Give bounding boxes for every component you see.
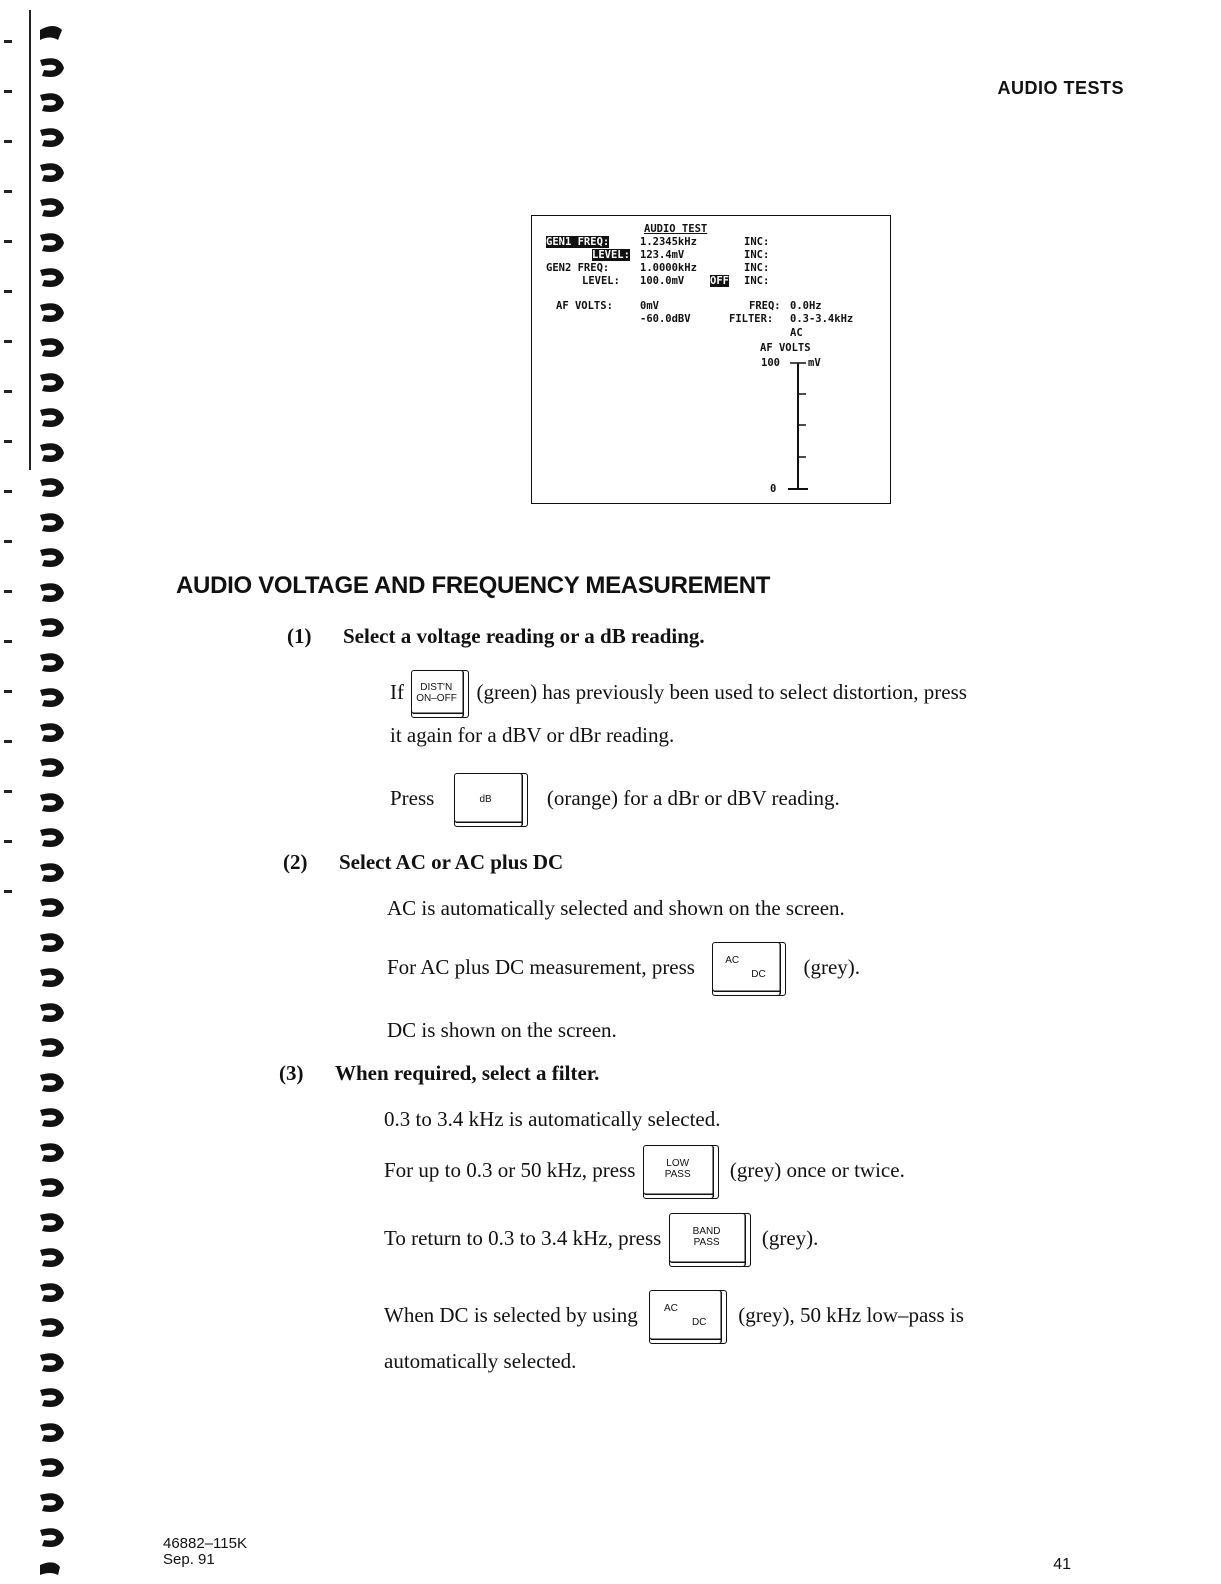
footer-doc-info: [163, 1536, 247, 1568]
screen-filter-label: FILTER:: [729, 313, 774, 325]
screen-gen2-level-value: 100.0mV: [640, 275, 685, 287]
screen-filter-value: 0.3-3.4kHz: [790, 313, 854, 325]
screen-title: AUDIO TEST: [644, 223, 708, 235]
screen-gen1-level-inc: INC:: [744, 249, 770, 261]
spiral-binding: [0, 0, 80, 1584]
screen-meter-bottom: 0: [770, 483, 777, 495]
ac-dc-key-2[interactable]: AC DC: [649, 1290, 727, 1344]
paragraph-dc-shown: DC is shown on the screen.: [387, 1018, 617, 1042]
screen-row-gen1-freq: GEN1 FREQ:: [546, 236, 610, 248]
paragraph-band-pass: To return to 0.3 to 3.4 kHz, press BAND PASS (grey).: [384, 1213, 818, 1267]
section-heading: AUDIO VOLTAGE AND FREQUENCY MEASUREMENT: [176, 572, 771, 599]
paragraph-dc-low-pass: When DC is selected by using AC DC (grey), 50 kHz low–pass is automatically selected.: [384, 1290, 964, 1378]
screen-gen2-off-flag: OFF: [710, 275, 729, 287]
screen-meter-unit: mV: [808, 357, 821, 369]
doc-date: Sep. 91: [163, 1551, 215, 1568]
screen-meter-top: 100: [761, 357, 780, 369]
paragraph-distn: If DIST'N ON–OFF (green) has previously been used to select distortion, press it again for a dBV or dBr reading.: [390, 670, 967, 752]
screen-freq-value: 0.0Hz: [790, 300, 822, 312]
step-1-title: Select a voltage reading or a dB reading.: [343, 624, 705, 648]
screen-af-volts-label: AF VOLTS:: [556, 300, 613, 312]
screen-freq-label: FREQ:: [749, 300, 781, 312]
doc-code: 46882–115K: [163, 1535, 247, 1552]
running-header: AUDIO TESTS: [997, 78, 1124, 98]
paragraph-ac-auto: AC is automatically selected and shown on the screen.: [387, 896, 845, 920]
distn-on-off-key[interactable]: DIST'N ON–OFF: [411, 670, 469, 718]
screen-meter-title: AF VOLTS: [760, 342, 811, 354]
screen-gen1-freq-value: 1.2345kHz: [640, 236, 697, 248]
paragraph-filter-auto: 0.3 to 3.4 kHz is automatically selected.: [384, 1107, 721, 1131]
screen-row-gen2-freq: GEN2 FREQ:: [546, 262, 610, 274]
screen-gen2-level-inc: INC:: [744, 275, 770, 287]
step-2-title: Select AC or AC plus DC: [339, 850, 564, 874]
screen-gen2-freq-value: 1.0000kHz: [640, 262, 697, 274]
screen-gen2-inc: INC:: [744, 262, 770, 274]
band-pass-key[interactable]: BAND PASS: [669, 1213, 751, 1267]
screen-coupling: AC: [790, 327, 803, 339]
paragraph-low-pass: For up to 0.3 or 50 kHz, press LOW PASS (grey) once or twice.: [384, 1145, 905, 1199]
screen-dbv-value: -60.0dBV: [640, 313, 691, 325]
ac-dc-key[interactable]: AC DC: [712, 942, 786, 996]
page-number: 41: [1053, 1556, 1071, 1573]
screen-gen1-level-value: 123.4mV: [640, 249, 685, 261]
paragraph-db: Press dB (orange) for a dBr or dBV reading.: [390, 773, 840, 827]
screen-af-volts-value: 0mV: [640, 300, 659, 312]
paragraph-ac-dc: For AC plus DC measurement, press AC DC (grey).: [387, 942, 860, 996]
audio-test-screen: [531, 215, 891, 504]
screen-row-gen2-level: LEVEL:: [582, 275, 620, 287]
screen-row-gen1-level: LEVEL:: [592, 249, 630, 261]
low-pass-key[interactable]: LOW PASS: [643, 1145, 719, 1199]
screen-gen1-inc: INC:: [744, 236, 770, 248]
screen-bar-meter: [782, 361, 822, 496]
db-key[interactable]: dB: [454, 773, 528, 827]
step-3-title: When required, select a filter.: [335, 1061, 600, 1085]
